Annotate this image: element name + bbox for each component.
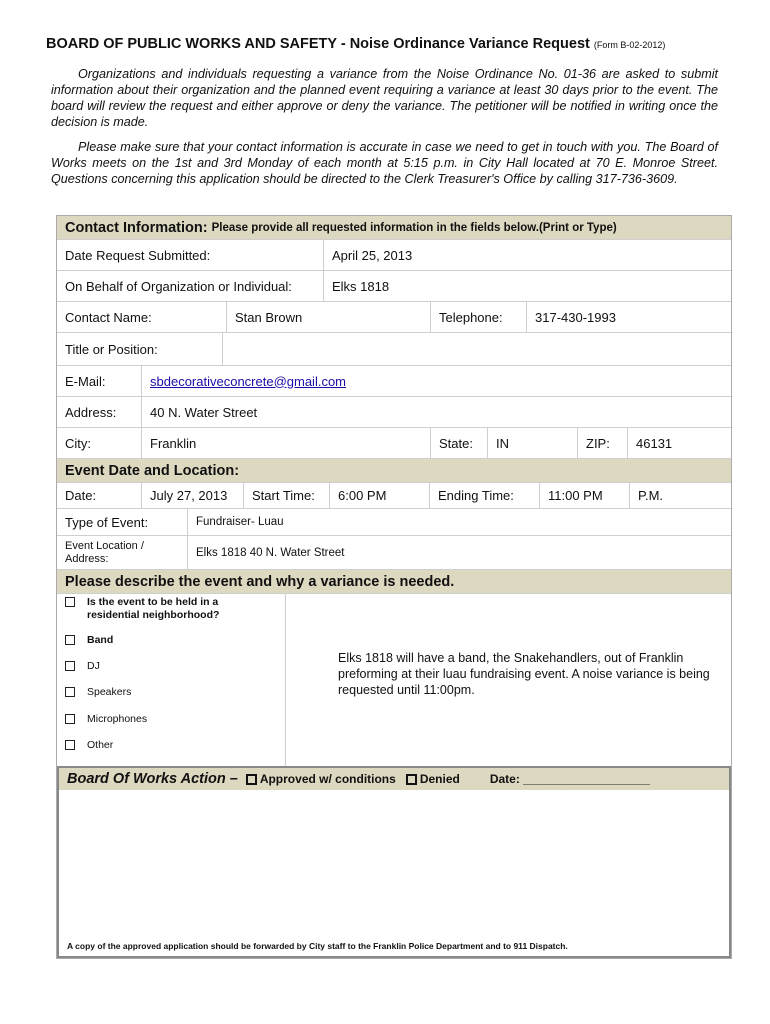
email-field[interactable]: [142, 366, 731, 396]
checkbox-other[interactable]: [65, 739, 113, 751]
describe-section-header: [57, 570, 731, 594]
start-time-label: Start Time:: [244, 483, 330, 508]
checkbox-icon: [65, 740, 75, 750]
approved-label: Approved w/ conditions: [259, 772, 396, 786]
date-submitted-field[interactable]: April 25, 2013: [332, 247, 413, 263]
address-label: Address:: [57, 397, 142, 427]
event-time-row: [57, 483, 731, 509]
action-date-label[interactable]: Date: ___________________: [489, 772, 650, 786]
title-position-label: Title or Position:: [57, 333, 223, 365]
checkbox-speakers[interactable]: [65, 686, 131, 698]
email-link[interactable]: sbdecorativeconcrete@gmail.com: [150, 373, 347, 389]
describe-body: [57, 594, 731, 766]
event-location-row: [57, 536, 731, 570]
event-type-row: [57, 509, 731, 536]
telephone-label: Telephone:: [431, 302, 527, 332]
start-time-field[interactable]: 6:00 PM: [330, 483, 430, 508]
contact-name-row: [57, 302, 731, 333]
checkbox-icon: [65, 687, 75, 697]
event-location-field[interactable]: Elks 1818 40 N. Water Street: [196, 546, 345, 559]
form-number: (Form B-02-2012): [593, 40, 666, 50]
date-submitted-row: [57, 240, 731, 271]
checkbox-residential-label: Is the event to be held in a residential neighborhood?: [87, 596, 220, 621]
telephone-field[interactable]: 317-430-1993: [535, 309, 616, 325]
end-time-field[interactable]: 11:00 PM: [540, 483, 630, 508]
end-time-suffix: P.M.: [638, 488, 664, 503]
checkbox-icon: [65, 635, 75, 645]
end-time-label: Ending Time:: [430, 483, 540, 508]
event-type-label: Type of Event:: [57, 509, 188, 535]
event-section-header: [57, 459, 731, 483]
address-row: [57, 397, 731, 428]
denied-checkbox[interactable]: [406, 774, 417, 785]
behalf-row: [57, 271, 731, 302]
event-date-field[interactable]: July 27, 2013: [142, 483, 244, 508]
email-row: [57, 366, 731, 397]
denied-label: Denied: [419, 772, 460, 786]
contact-section-note: Please provide all requested information in the fields below.(Print or Type): [211, 221, 617, 234]
checkbox-speakers-label: Speakers: [87, 686, 132, 698]
contact-name-label: Contact Name:: [57, 302, 227, 332]
checkbox-dj[interactable]: [65, 660, 100, 672]
event-description-field[interactable]: Elks 1818 will have a band, the Snakehandlers, out of Franklin preforming at their luau fundraising event. A noise variance is being requested until 11:00pm.: [338, 651, 710, 697]
state-label: State:: [431, 428, 488, 458]
contact-section-title: Contact Information:: [65, 219, 208, 236]
event-date-label: Date:: [57, 483, 142, 508]
checkbox-band-label: Band: [87, 634, 114, 646]
board-action-header: [59, 768, 729, 790]
checkbox-other-label: Other: [87, 739, 114, 751]
action-footer-note: A copy of the approved application should be forwarded by City staff to the Franklin Police Department and to 911 Dispatch.: [67, 941, 568, 951]
address-field[interactable]: 40 N. Water Street: [150, 404, 258, 420]
checkbox-dj-label: DJ: [87, 660, 100, 672]
checkbox-residential[interactable]: [65, 596, 245, 622]
board-action-box: [57, 766, 731, 958]
zip-label: ZIP:: [578, 428, 628, 458]
title-position-field[interactable]: [223, 333, 731, 365]
checkbox-icon: [65, 661, 75, 671]
checkbox-icon: [65, 597, 75, 607]
city-label: City:: [57, 428, 142, 458]
event-location-label: Event Location / Address:: [57, 536, 188, 569]
title-position-row: [57, 333, 731, 366]
checkbox-icon: [65, 714, 75, 724]
behalf-field[interactable]: Elks 1818: [332, 278, 390, 294]
contact-section-header: [57, 216, 731, 240]
form-title-text: BOARD OF PUBLIC WORKS AND SAFETY - Noise Ordinance Variance Request: [46, 36, 590, 52]
behalf-label: On Behalf of Organization or Individual:: [57, 271, 324, 301]
intro-paragraph-1: Organizations and individuals requesting a variance from the Noise Ordinance No. 01-36 are asked to submit information about their organization and the planned event requiring a variance at least 30 days prior to the event. The board will review the request and either approve or deny the variance. The petitioner will be notified in writing once the decision is made.: [51, 67, 718, 129]
variance-checklist: [57, 594, 286, 766]
state-field[interactable]: IN: [488, 428, 578, 458]
form-title: [46, 36, 665, 52]
board-action-title: Board Of Works Action –: [67, 771, 238, 787]
zip-field[interactable]: 46131: [636, 435, 673, 451]
checkbox-band[interactable]: [65, 634, 113, 646]
city-field[interactable]: Franklin: [142, 428, 431, 458]
email-label: E-Mail:: [57, 366, 142, 396]
event-type-field[interactable]: Fundraiser- Luau: [196, 516, 284, 528]
describe-section-title: Please describe the event and why a variance is needed.: [65, 573, 455, 590]
checkbox-microphones-label: Microphones: [87, 713, 148, 725]
city-row: [57, 428, 731, 459]
approved-checkbox[interactable]: [246, 774, 257, 785]
variance-form: [56, 215, 732, 959]
intro-paragraph-2: Please make sure that your contact information is accurate in case we need to get in touch with you. The Board of Works meets on the 1st and 3rd Monday of each month at 5:15 p.m. in City Hall located at 70 E. Monroe Street. Questions concerning this application should be directed to the Clerk Treasurer's Office by calling 317-736-3609.: [51, 140, 718, 186]
contact-name-field[interactable]: Stan Brown: [227, 302, 431, 332]
event-section-title: Event Date and Location:: [65, 462, 240, 479]
date-submitted-label: Date Request Submitted:: [57, 240, 324, 270]
checkbox-microphones[interactable]: [65, 713, 147, 725]
